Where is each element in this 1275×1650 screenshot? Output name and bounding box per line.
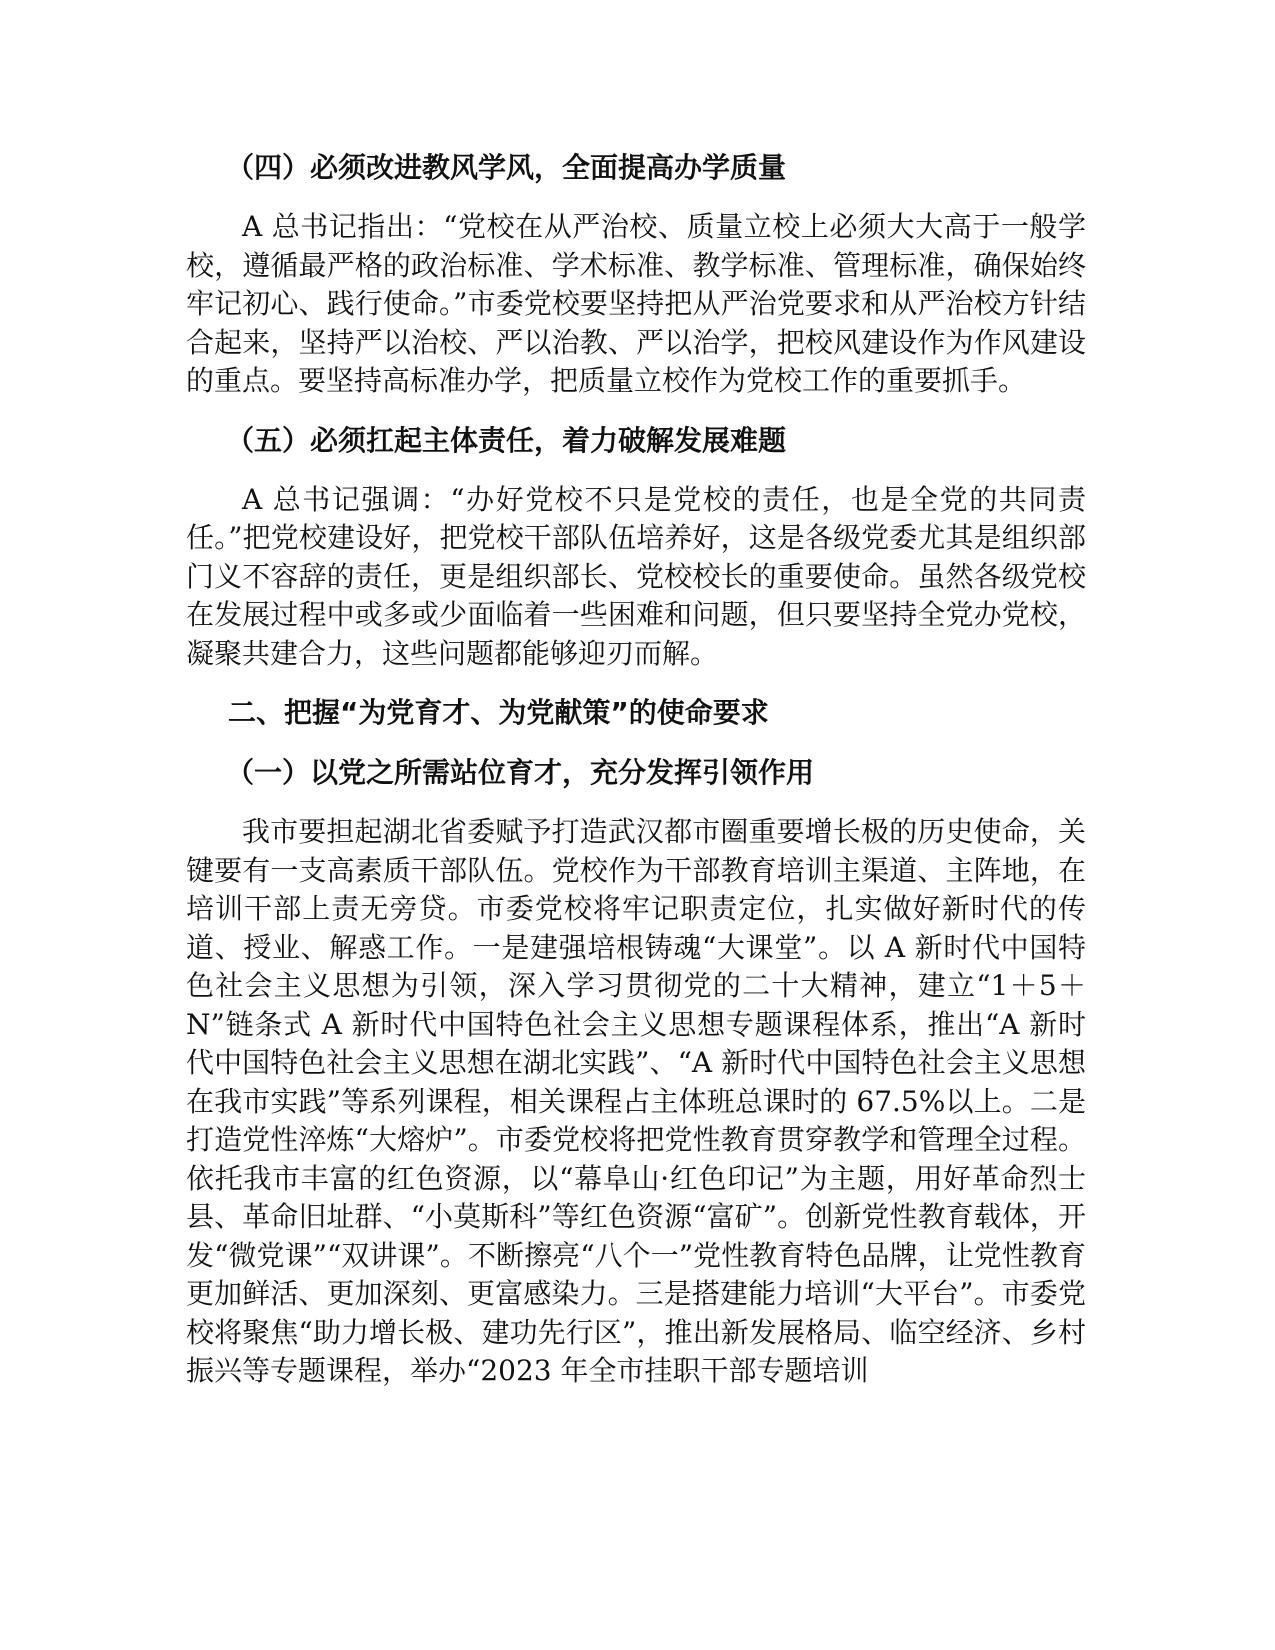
section-heading-4: （四）必须改进教风学风，全面提高办学质量 <box>226 151 787 184</box>
chapter-heading-2: 二、把握“为党育才、为党献策”的使命要求 <box>228 696 769 729</box>
section-heading-5: （五）必须扛起主体责任，着力破解发展难题 <box>226 423 787 457</box>
section-heading-1: （一）以党之所需站位育才，充分发挥引领作用 <box>226 756 815 789</box>
paragraph-1: A 总书记指出：“党校在从严治校、质量立校上必须大大高于一般学校，遵循最严格的政治标准、学术标准、教学标准、管理标准，确保始终牢记初心、践行使命。”市委党校要坚持把从严治党要求和从严治校方针结合起来，坚持严以治校、严以治教、严以治学，把校风建设作为作风建设的重点。要坚持高标准办学，把质量立校作为党校工作的重要抓手。 <box>186 210 1086 397</box>
paragraph-3: 我市要担起湖北省委赋予打造武汉都市圈重要增长极的历史使命，关键要有一支高素质干部队伍。党校作为干部教育培训主渠道、主阵地，在培训干部上责无旁贷。市委党校将牢记职责定位，扎实做好新时代的传道、授业、解惑工作。一是建强培根铸魂“大课堂”。以 A 新时代中国特色社会主义思想为引领，深入学习贯彻党的二十大精神，建立“1＋5＋N”链条式 A 新时代中国特色社会主义思想专题课程体系，推出“A 新时代中国特色社会主义思想在湖北实践”、“A 新时代中国特色社会主义思想在我市实践”等系列课程，相关课程占主体班总课时的 67.5%以上。二是打造党性淬炼“大熔炉”。市委党校将把党性教育贯穿教学和管理全过程。依托我市丰富的红色资源，以“幕阜山·红色印记”为主题，用好革命烈士县、革命旧址群、“小莫斯科”等红色资源“富矿”。创新党性教育载体，开发“微党课”“双讲课”。不断擦亮“八个一”党性教育特色品牌，让党性教育更加鲜活、更加深刻、更富感染力。三是搭建能力培训“大平台”。市委党校将聚焦“助力增长极、建功先行区”，推出新发展格局、临空经济、乡村振兴等专题课程，举办“2023 年全市挂职干部专题培训 <box>186 815 1086 1387</box>
document-body <box>186 148 1086 1411</box>
paragraph-2: A 总书记强调：“办好党校不只是党校的责任，也是全党的共同责任。”把党校建设好，把党校干部队伍培养好，这是各级党委尤其是组织部门义不容辞的责任，更是组织部长、党校校长的重要使命。虽然各级党校在发展过程中或多或少面临着一些困难和问题，但只要坚持全党办党校，凝聚共建合力，这些问题都能够迎刃而解。 <box>186 482 1086 670</box>
